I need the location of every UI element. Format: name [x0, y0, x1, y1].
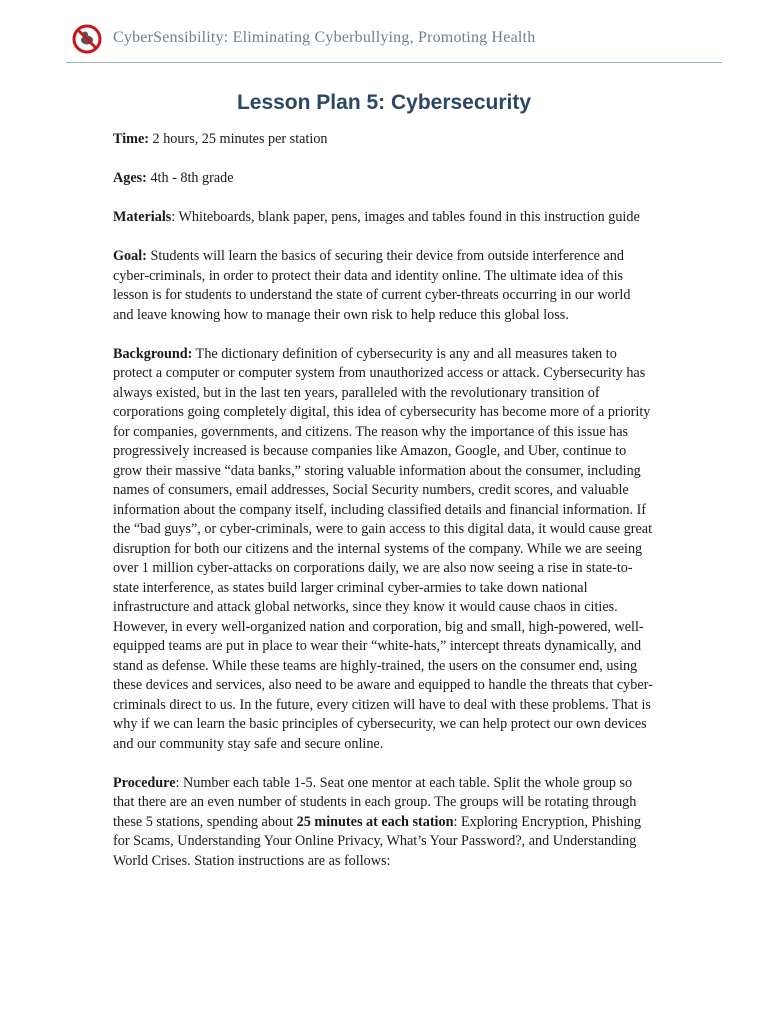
materials-value: : Whiteboards, blank paper, pens, images and tables found in this instruction guide [171, 209, 640, 225]
time-paragraph [113, 130, 653, 150]
background-paragraph [113, 345, 653, 755]
background-value: The dictionary definition of cybersecurity is any and all measures taken to protect a computer or computer system from unauthorized access or attack. Cybersecurity has always existed, but in the last ten years, paralleled with the revolutionary transition of corporations going completely digital, this idea of cybersecurity has become more of a priority for companies, governments, and citizens. The reason why the importance of this issue has progressively increased is because companies like Amazon, Google, and Uber, continue to grow their massive “data banks,” storing valuable information about the consumer, including names of consumers, email addresses, Social Security numbers, credit scores, and valuable information about the company itself, including classified details and financial information. If the “bad guys”, or cyber-criminals, were to gain access to this digital data, it would cause great disruption for both our citizens and the internal systems of the company. While we are seeing over 1 million cyber-attacks on corporations daily, we are also now seeing a rise in state-to-state interference, as states build larger criminal cyber-armies to take down national infrastructure and attack global networks, since they know it would cause chaos in cities. However, in every well-organized nation and corporation, big and small, high-powered, well-equipped teams are put in place to wear their “white-hats,” intercept threats dynamically, and stand as defense. While these teams are highly-trained, the users on the consumer end, using these devices and services, also need to be aware and equipped to handle the threats that cyber-criminals direct to us. In the future, every citizen will have to deal with these problems. That is why if we can learn the basic principles of cybersecurity, we can help protect our own devices and our community stay safe and secure online. [113, 345, 653, 752]
time-label: Time: [113, 131, 149, 147]
goal-paragraph [113, 247, 653, 325]
background-label: Background: [113, 345, 193, 362]
goal-label: Goal: [113, 248, 147, 264]
ages-value: 4th - 8th grade [150, 170, 234, 186]
procedure-text-after: : Exploring Encryption, Phishing for Scams, Understanding Your Online Privacy, What’s Your Password?, and Understanding World Crises. Station instructions are as follows: [113, 813, 642, 869]
document-body [113, 130, 653, 891]
page-title: Lesson Plan 5: Cybersecurity [236, 91, 532, 114]
header-title: CyberSensibility: Eliminating Cyberbullying, Promoting Health [113, 29, 536, 46]
materials-paragraph [113, 208, 653, 228]
procedure-label: Procedure [113, 774, 176, 791]
ages-paragraph [113, 169, 653, 189]
no-cyberbullying-icon [72, 24, 102, 54]
procedure-text-before: : Number each table 1-5. Seat one mentor at each table. Split the whole group so that there are an even number of students in each group. The groups will be rotating through these 5 stations, spending about [113, 774, 637, 830]
page-header [66, 18, 722, 63]
materials-label: Materials [113, 209, 172, 225]
goal-value: Students will learn the basics of securing their device from outside interference and cyber-criminals, in order to protect their data and identity online. The ultimate idea of this lesson is for students to understand the state of current cyber-threats occurring in our world and leave knowing how to manage their own risk to help reduce this global loss. [113, 248, 631, 323]
procedure-station-time: 25 minutes at each station [296, 813, 454, 830]
time-value: 2 hours, 25 minutes per station [152, 131, 328, 147]
ages-label: Ages: [113, 170, 147, 186]
procedure-paragraph [113, 774, 653, 872]
